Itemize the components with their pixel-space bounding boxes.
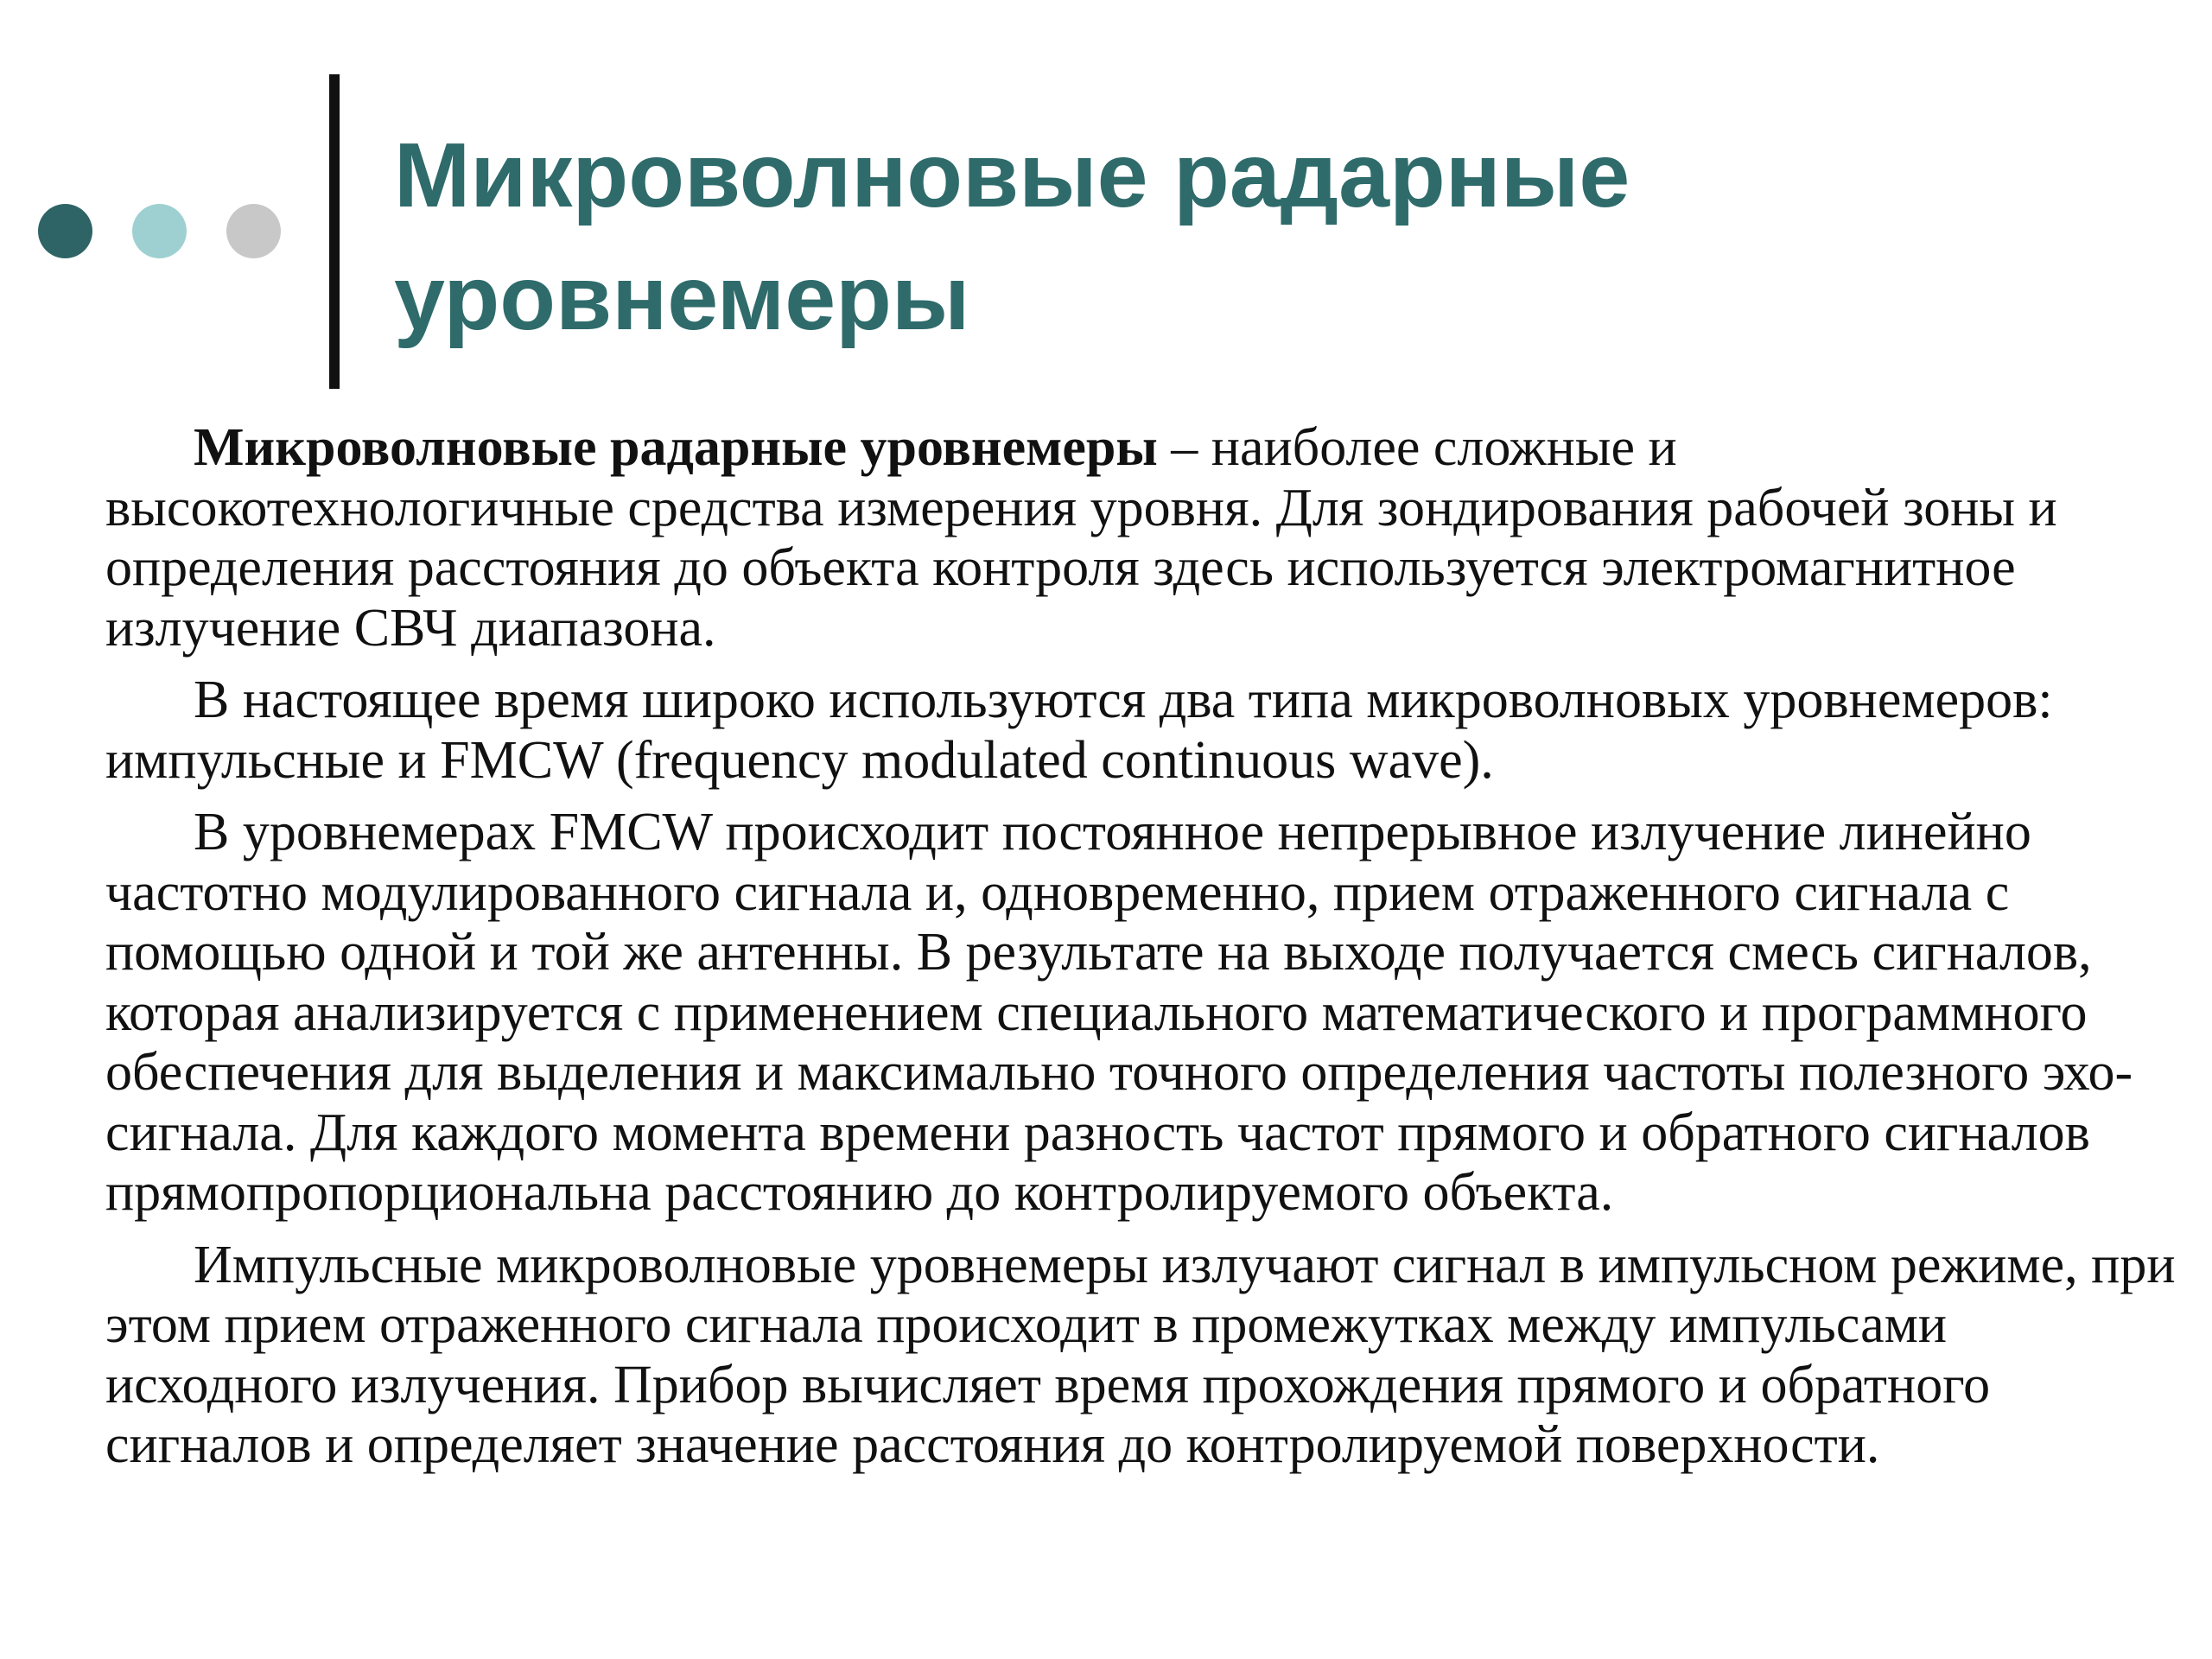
paragraph-definition [105, 418, 2179, 658]
paragraph-text: В уровнемерах FMCW происходит постоянное непрерывное излучение линейно частотно модулированного сигнала и, одновременно, прием отраженного сигнала с помощью одной и той же антенны. В результате на выходе получается смесь сигналов, которая анализируется с применением специального математического и программного обеспечения для выделения и максимально точного определения частоты полезного эхо-сигнала. Для каждого момента времени разность частот прямого и обратного сигналов прямопропорциональна расстоянию до контролируемого объекта. [105, 803, 2133, 1222]
paragraph-text: Импульсные микроволновые уровнемеры излучают сигнал в импульсном режиме, при этом прием отраженного сигнала происходит в промежутках между импульсами исходного излучения. Прибор вычисляет время прохождения прямого и обратного сигналов и определяет значение расстояния до контролируемой поверхности. [105, 1235, 2176, 1474]
slide-title: Микроволновые радарные уровнемеры [394, 124, 1630, 349]
decorative-dot-light [132, 204, 187, 258]
paragraph-types [105, 671, 2179, 791]
paragraph-lead-term: Микроволновые радарные уровнемеры [194, 418, 1158, 477]
decorative-dot-dark [38, 204, 92, 258]
slide-body [105, 418, 2179, 1488]
paragraph-pulse [105, 1236, 2179, 1476]
decorative-dot-gray [226, 204, 281, 258]
paragraph-text: В настоящее время широко используются два типа микроволновых уровнемеров: импульсные и FMCW (frequency modulated continuous wave). [105, 671, 2053, 790]
paragraph-text: – наиболее сложные и высокотехнологичные средства измерения уровня. Для зондирования рабочей зоны и определения расстояния до объекта контроля здесь используется электромагнитное излучение СВЧ диапазона. [105, 418, 2057, 658]
title-divider [329, 74, 340, 389]
paragraph-fmcw [105, 803, 2179, 1224]
